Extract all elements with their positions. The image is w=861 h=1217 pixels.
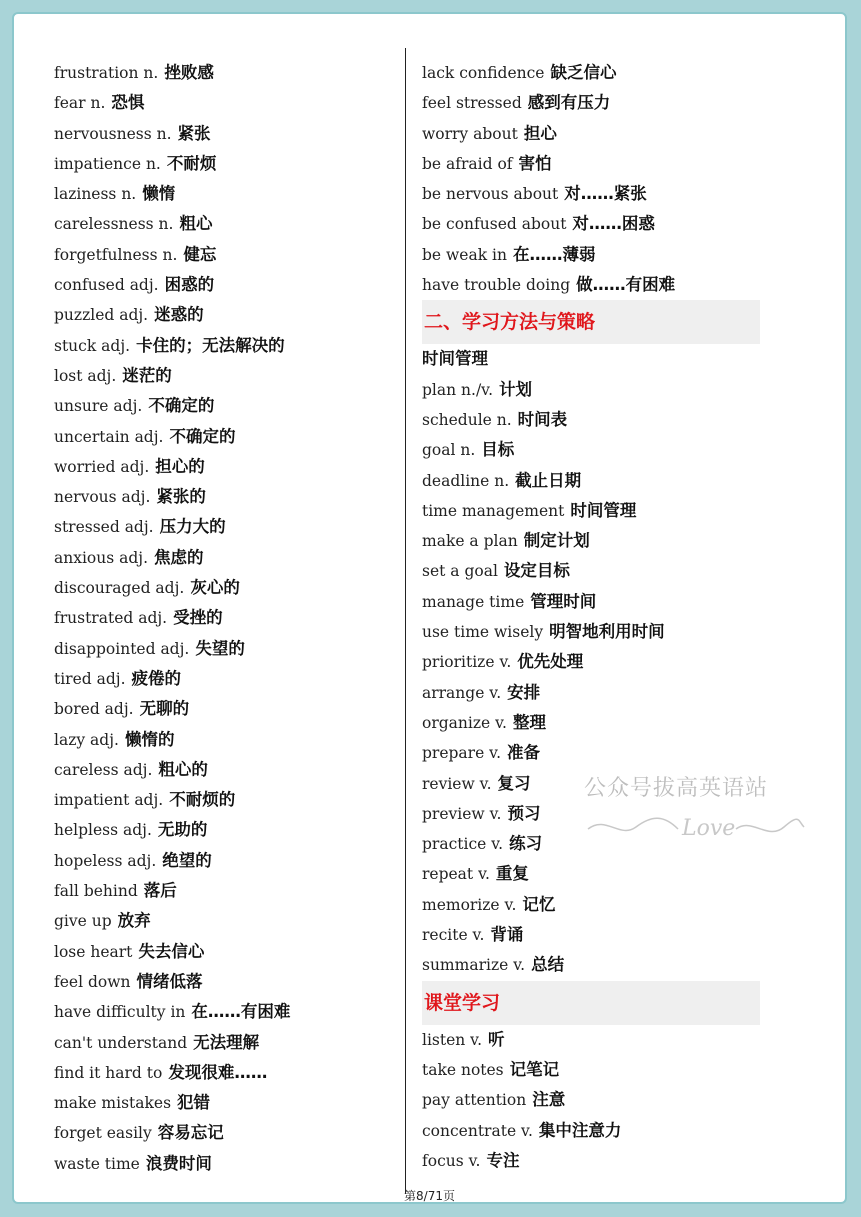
english-term: frustrated adj. [54,609,168,628]
english-term: concentrate v. [422,1121,533,1140]
vocab-entry [54,58,394,88]
vocab-entry [54,664,394,694]
english-term: forgetfulness n. [54,245,178,264]
vocab-entry [422,890,762,920]
english-term: focus v. [422,1151,481,1170]
vocab-entry [422,738,762,768]
chinese-meaning: 无聊的 [139,699,190,719]
vocab-entry [422,149,762,179]
vocab-entry [54,209,394,239]
chinese-meaning: 容易忘记 [157,1123,224,1143]
english-term: recite v. [422,926,485,945]
vocab-entry [54,1028,394,1058]
chinese-meaning: 时间表 [517,409,568,429]
vocab-entry [422,1055,762,1085]
english-term: be nervous about [422,185,559,204]
section-heading-classroom-learning: 课堂学习 [422,981,760,1025]
vocab-entry [54,240,394,270]
english-term: set a goal [422,562,498,581]
vocab-entry [54,725,394,755]
vocab-entry [54,1149,394,1179]
page-number: 第8/71页 [404,1189,455,1203]
vocab-entry [54,1118,394,1148]
vocab-entry [54,603,394,633]
chinese-meaning: 恐惧 [111,93,145,113]
left-column [54,58,394,1179]
chinese-meaning: 背诵 [490,925,524,945]
vocab-entry [422,617,762,647]
chinese-meaning: 设定目标 [503,561,570,581]
vocab-entry [54,361,394,391]
english-term: plan n./v. [422,380,494,399]
chinese-meaning: 落后 [143,881,177,901]
vocab-entry [422,58,762,88]
chinese-meaning: 时间管理 [570,500,637,520]
chinese-meaning: 疲倦的 [131,668,182,688]
english-term: be weak in [422,245,507,264]
chinese-meaning: 目标 [481,440,515,460]
english-term: time management [422,501,565,520]
english-term: arrange v. [422,683,502,702]
right-column [422,58,762,1176]
chinese-meaning: 不耐烦 [166,153,217,173]
chinese-meaning: 失望的 [195,638,245,658]
english-term: helpless adj. [54,821,152,840]
english-term: frustration n. [54,64,159,82]
english-term: listen v. [422,1030,483,1049]
vocab-entry [422,405,762,435]
chinese-meaning: 注意 [532,1090,566,1110]
chinese-meaning: 听 [488,1029,505,1049]
chinese-meaning: 无法理解 [193,1032,260,1052]
vocab-entry [54,634,394,664]
chinese-meaning: 安排 [507,682,541,702]
chinese-meaning: 压力大的 [159,517,226,537]
english-term: summarize v. [422,956,526,975]
vocab-entry [422,179,762,209]
vocab-entry [54,300,394,330]
english-term: worry about [422,124,518,143]
chinese-meaning: 失去信心 [138,941,205,961]
vocab-entry [422,435,762,465]
english-term: bored adj. [54,700,134,719]
chinese-meaning: 预习 [507,803,541,823]
chinese-meaning: 专注 [486,1150,520,1170]
english-term: nervousness n. [54,124,172,143]
chinese-meaning: 发现很难…… [168,1062,268,1082]
english-term: confused adj. [54,276,159,295]
english-term: puzzled adj. [54,306,149,325]
vocab-entry [422,119,762,149]
flourish-text: Love [682,816,736,841]
chinese-meaning: 不耐烦的 [169,790,236,810]
watermark-text: 公众号拔高英语站 [584,776,769,801]
chinese-meaning: 记笔记 [509,1059,560,1079]
english-term: practice v. [422,835,504,854]
english-term: unsure adj. [54,397,143,416]
english-term: organize v. [422,713,507,732]
english-term: lazy adj. [54,730,119,749]
column-divider [405,48,406,1194]
english-term: repeat v. [422,865,490,884]
classroom-learning-list [422,1025,762,1176]
vocab-entry [54,422,394,452]
vocab-entry [422,526,762,556]
english-term: impatient adj. [54,791,164,810]
chinese-meaning: 明智地利用时间 [549,622,665,642]
chinese-meaning: 紧张 [177,123,211,143]
chinese-meaning: 受挫的 [173,608,223,628]
vocab-entry [422,270,762,300]
english-term: goal n. [422,441,476,460]
chinese-meaning: 集中注意力 [538,1120,622,1140]
vocab-entry [422,1116,762,1146]
vocab-entry [54,967,394,997]
english-term: fall behind [54,882,138,901]
vocab-entry [54,937,394,967]
document-page [12,12,847,1204]
english-term: have difficulty in [54,1003,186,1022]
vocab-entry [422,556,762,586]
english-term: lack confidence [422,64,545,82]
love-flourish-watermark [586,809,806,845]
english-term: fear n. [54,94,106,113]
english-term: hopeless adj. [54,851,157,870]
english-term: nervous adj. [54,488,151,507]
english-term: anxious adj. [54,548,149,567]
chinese-meaning: 焦虑的 [154,547,204,567]
chinese-meaning: 优先处理 [517,652,584,672]
chinese-meaning: 对……困惑 [572,214,655,234]
english-term: prepare v. [422,744,502,763]
chinese-meaning: 不确定的 [169,426,236,446]
chinese-meaning: 困惑的 [164,275,215,295]
chinese-meaning: 绝望的 [162,850,212,870]
english-term: tired adj. [54,669,126,688]
vocab-entry [54,179,394,209]
english-term: worried adj. [54,457,150,476]
vocab-entry [422,209,762,239]
english-term: memorize v. [422,895,517,914]
chinese-meaning: 总结 [531,955,565,975]
vocab-entry [422,950,762,980]
vocab-entry [54,755,394,785]
right-top-list [422,58,762,300]
english-term: be confused about [422,215,567,234]
chinese-meaning: 无助的 [157,820,208,840]
english-term: make mistakes [54,1094,172,1113]
vocab-entry [54,573,394,603]
english-term: forget easily [54,1124,152,1143]
chinese-meaning: 灰心的 [190,578,240,598]
vocab-entry [54,906,394,936]
vocab-entry [54,270,394,300]
vocab-entry [422,466,762,496]
vocab-entry [54,482,394,512]
vocab-entry [54,815,394,845]
vocab-entry [422,240,762,270]
vocab-entry [54,997,394,1027]
vocab-entry [54,512,394,542]
chinese-meaning: 感到有压力 [527,93,611,113]
english-term: schedule n. [422,410,512,429]
vocab-entry [54,876,394,906]
english-term: give up [54,912,112,931]
chinese-meaning: 迷茫的 [122,365,172,385]
english-term: use time wisely [422,623,544,642]
chinese-meaning: 练习 [509,834,543,854]
vocab-entry [422,647,762,677]
chinese-meaning: 粗心 [179,214,213,234]
vocab-entry [54,543,394,573]
vocab-entry [54,785,394,815]
vocab-entry [422,1025,762,1055]
vocab-entry [422,1085,762,1115]
vocab-entry [422,920,762,950]
english-term: have trouble doing [422,276,571,295]
chinese-meaning: 放弃 [117,911,151,931]
english-term: stuck adj. [54,336,131,355]
chinese-meaning: 担心 [523,123,557,143]
vocab-entry [54,88,394,118]
subheading-time-management: 时间管理 [422,349,488,369]
chinese-meaning: 截止日期 [515,470,582,490]
vocab-entry [422,375,762,405]
vocab-entry [54,391,394,421]
english-term: review v. [422,774,492,793]
english-term: waste time [54,1154,140,1173]
chinese-meaning: 管理时间 [530,591,597,611]
chinese-meaning: 担心的 [155,456,205,476]
chinese-meaning: 在……有困难 [191,1002,291,1022]
chinese-meaning: 缺乏信心 [550,63,617,82]
vocab-entry [54,452,394,482]
english-term: feel down [54,972,131,991]
chinese-meaning: 懒惰 [142,184,176,204]
vocab-entry [422,88,762,118]
english-term: careless adj. [54,760,153,779]
english-term: manage time [422,592,525,611]
chinese-meaning: 对……紧张 [564,184,647,204]
english-term: laziness n. [54,185,137,204]
english-term: feel stressed [422,94,522,113]
english-term: prioritize v. [422,653,512,672]
chinese-meaning: 浪费时间 [145,1153,212,1173]
english-term: stressed adj. [54,518,154,537]
english-term: preview v. [422,804,502,823]
english-term: find it hard to [54,1063,163,1082]
english-term: impatience n. [54,154,161,173]
chinese-meaning: 准备 [507,743,541,763]
vocab-entry [422,859,762,889]
vocab-entry [54,694,394,724]
english-term: be afraid of [422,154,513,173]
vocab-entry [422,587,762,617]
chinese-meaning: 记忆 [522,894,556,914]
vocab-entry [422,1146,762,1176]
english-term: discouraged adj. [54,579,185,598]
vocab-entry [54,149,394,179]
chinese-meaning: 整理 [512,712,546,732]
chinese-meaning: 害怕 [518,153,552,173]
vocab-entry [54,846,394,876]
english-term: carelessness n. [54,215,174,234]
chinese-meaning: 情绪低落 [136,971,203,991]
chinese-meaning: 复习 [497,773,531,793]
english-term: pay attention [422,1091,527,1110]
english-term: can't understand [54,1033,188,1052]
vocab-entry [54,1058,394,1088]
chinese-meaning: 紧张的 [156,487,206,507]
vocab-entry [54,119,394,149]
vocab-entry [422,678,762,708]
chinese-meaning: 挫败感 [164,63,214,82]
chinese-meaning: 卡住的；无法解决的 [136,335,285,355]
vocab-entry [422,708,762,738]
chinese-meaning: 不确定的 [148,396,215,416]
english-term: lost adj. [54,366,117,385]
english-term: uncertain adj. [54,427,164,446]
chinese-meaning: 制定计划 [523,531,590,551]
chinese-meaning: 做……有困难 [576,275,676,295]
chinese-meaning: 在……薄弱 [512,244,596,264]
vocab-entry [54,1088,394,1118]
chinese-meaning: 犯错 [177,1093,211,1113]
vocab-entry [54,331,394,361]
section-heading-study-methods: 二、学习方法与策略 [422,300,760,344]
vocab-entry [422,496,762,526]
english-term: take notes [422,1060,504,1079]
chinese-meaning: 计划 [499,379,533,399]
english-term: disappointed adj. [54,639,190,658]
chinese-meaning: 懒惰的 [124,729,175,749]
chinese-meaning: 迷惑的 [154,305,204,325]
english-term: deadline n. [422,471,510,490]
english-term: lose heart [54,942,133,961]
chinese-meaning: 粗心的 [158,759,208,779]
time-management-list [422,375,762,981]
chinese-meaning: 重复 [495,864,529,884]
chinese-meaning: 健忘 [183,244,217,264]
english-term: make a plan [422,532,518,551]
